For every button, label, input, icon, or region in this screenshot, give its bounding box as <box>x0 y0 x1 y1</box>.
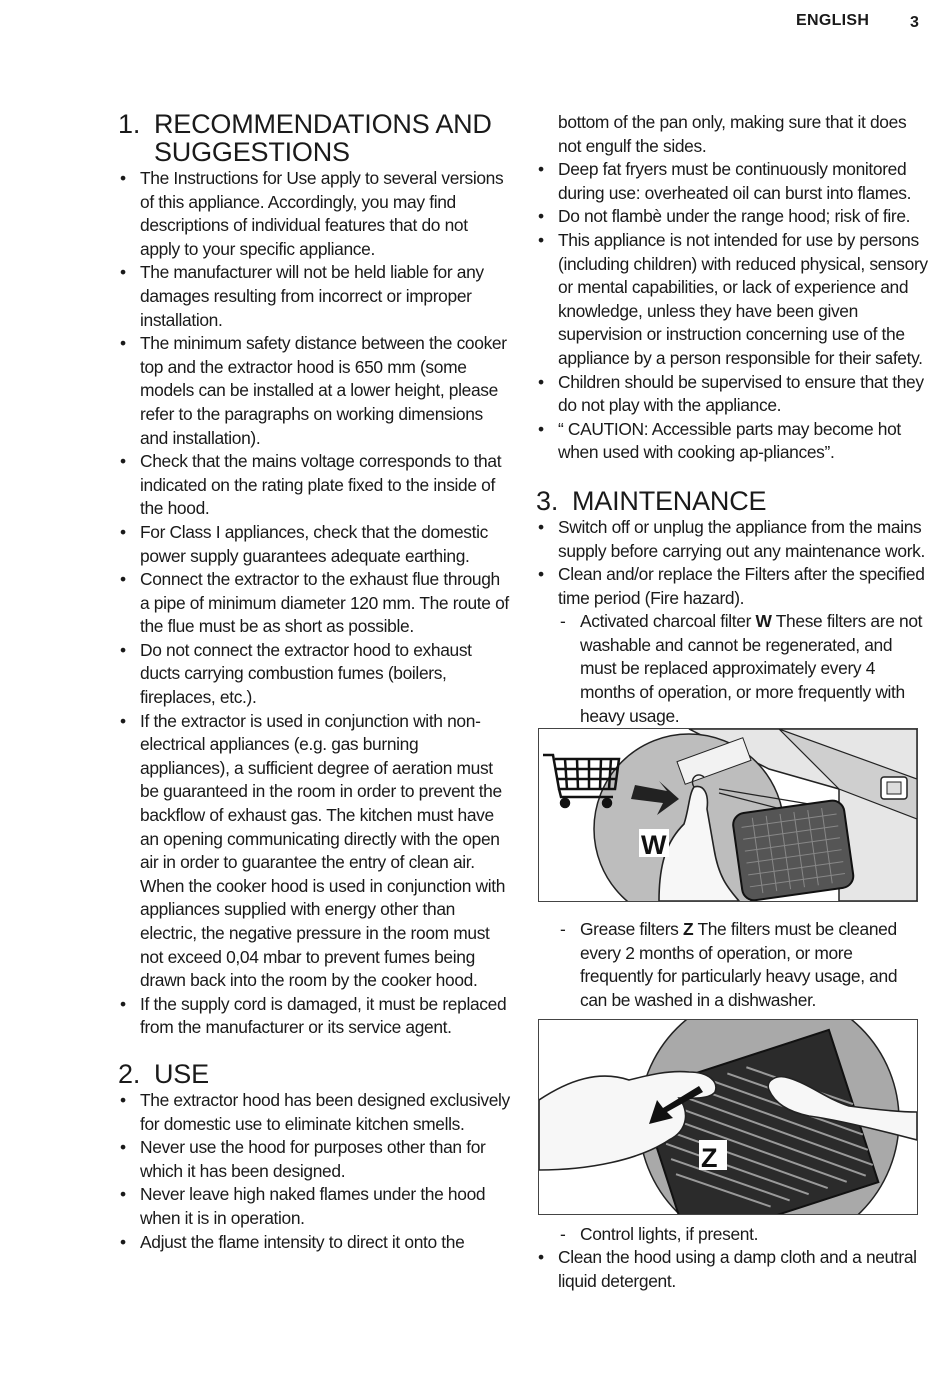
grease-filter-item <box>536 918 928 1012</box>
list-item: • Deep fat fryers must be continuously monitored during use: overheated oil can burst into flames. <box>536 158 928 205</box>
header-language: ENGLISH <box>796 12 870 29</box>
list-item: • Children should be supervised to ensure that they do not play with the appliance. <box>536 371 928 418</box>
charcoal-filter-drawing <box>539 729 917 901</box>
list-item: • Never use the hood for purposes other than for which it has been designed. <box>118 1136 510 1183</box>
section-2-list <box>118 1089 510 1254</box>
figure-w-label: W <box>641 830 667 861</box>
list-item: • For Class I appliances, check that the domestic power supply guarantees adequate earthing. <box>118 521 510 568</box>
section-2-list-continued <box>536 158 928 465</box>
charcoal-filter-list <box>536 610 928 728</box>
list-item: • If the supply cord is damaged, it must be replaced from the manufacturer or its service agent. <box>118 993 510 1040</box>
grease-filter-drawing <box>539 1020 917 1214</box>
page-number: 3 <box>910 14 919 31</box>
charcoal-filter-letter: W <box>755 611 772 632</box>
section-2-title: USE <box>154 1058 209 1089</box>
section-1-number: 1. <box>118 109 141 139</box>
grease-filter-text: The filters must be cleaned every 2 months of operation, or more frequently for particularly heavy usage, and can be washed in a dishwasher. <box>580 919 898 1011</box>
list-item: • Check that the mains voltage corresponds to that indicated on the rating plate fixed to the inside of the hood. <box>118 450 510 521</box>
list-item: • The extractor hood has been designed exclusively for domestic use to eliminate kitchen smells. <box>118 1089 510 1136</box>
section-1-heading <box>118 110 510 166</box>
list-item: • “ CAUTION: Accessible parts may become hot when used with cooking ap-pliances”. <box>536 418 928 465</box>
lights-list <box>536 1223 928 1247</box>
section-3-list <box>536 516 928 610</box>
charcoal-filter-name: Activated charcoal filter <box>580 611 752 632</box>
section-3-number: 3. <box>536 485 559 516</box>
section-3-title: MAINTENANCE <box>572 485 767 516</box>
clean-item: • Clean the hood using a damp cloth and a neutral liquid detergent. <box>536 1246 928 1293</box>
lights-item: - Control lights, if present. <box>536 1223 928 1247</box>
list-item: • If the extractor is used in conjunction with non-electrical appliances (e.g. gas burning appliances), a sufficient degree of aeration must be guaranteed in the room in order to prevent the backflow of exhaust gas. The kitchen must have an opening communicating directly with the open air in order to guarantee the entry of clean air. When the cooker hood is used in conjunction with appliances supplied with energy other than electric, the negative pressure in the room must not exceed 0,04 mbar to prevent fumes being drawn back into the room by the cooker hood. <box>118 710 510 993</box>
section-1-title-line1: RECOMMENDATIONS AND <box>154 109 492 139</box>
list-item: • Do not flambè under the range hood; risk of fire. <box>536 205 928 229</box>
continued-item-text: bottom of the pan only, making sure that it does not engulf the sides. <box>558 112 907 156</box>
charcoal-filter-illustration <box>538 728 918 902</box>
charcoal-filter-item <box>536 610 928 728</box>
list-item: • The manufacturer will not be held liable for any damages resulting from incorrect or improper installation. <box>118 261 510 332</box>
clean-list <box>536 1246 928 1293</box>
list-item: • Adjust the flame intensity to direct it onto the <box>118 1231 510 1255</box>
grease-filter-illustration <box>538 1019 918 1215</box>
grease-filter-letter: Z <box>683 919 694 940</box>
section-2-heading <box>118 1060 510 1088</box>
list-item: • The minimum safety distance between the cooker top and the extractor hood is 650 mm (some models can be installed at a lower height, please refer to the paragraphs on working dimensions and installation). <box>118 332 510 450</box>
list-item: • The Instructions for Use apply to several versions of this appliance. Accordingly, you may find descriptions of individual features that do not apply to your specific appliance. <box>118 167 510 261</box>
grease-filter-name: Grease filters <box>580 919 679 940</box>
section-2-number: 2. <box>118 1058 141 1089</box>
section-1-list <box>118 167 510 1040</box>
figure-z-label: Z <box>701 1142 718 1173</box>
section-3-heading <box>536 487 928 515</box>
section-1-title-line2: SUGGESTIONS <box>154 137 350 167</box>
list-item: • Connect the extractor to the exhaust flue through a pipe of minimum diameter 120 mm. The route of the flue must be as short as possible. <box>118 568 510 639</box>
list-item: • Clean and/or replace the Filters after the specified time period (Fire hazard). <box>536 563 928 610</box>
grease-filter-list <box>536 918 928 1012</box>
list-item: • Never leave high naked flames under the hood when it is in operation. <box>118 1183 510 1230</box>
list-item: • This appliance is not intended for use by persons (including children) with reduced physical, sensory or mental capabilities, or lack of experience and knowledge, unless they have been given supervision or instruction concerning use of the appliance by a person responsible for their safety. <box>536 229 928 371</box>
charcoal-filter-text: These filters are not washable and cannot be regenerated, and must be replaced approximately every 4 months of operation, or more frequently with heavy usage. <box>580 611 923 726</box>
left-column <box>118 110 510 1254</box>
list-item: • Do not connect the extractor hood to exhaust ducts carrying combustion fumes (boilers, fireplaces, etc.). <box>118 639 510 710</box>
right-column <box>536 111 928 1293</box>
list-item: • Switch off or unplug the appliance from the mains supply before carrying out any maintenance work. <box>536 516 928 563</box>
